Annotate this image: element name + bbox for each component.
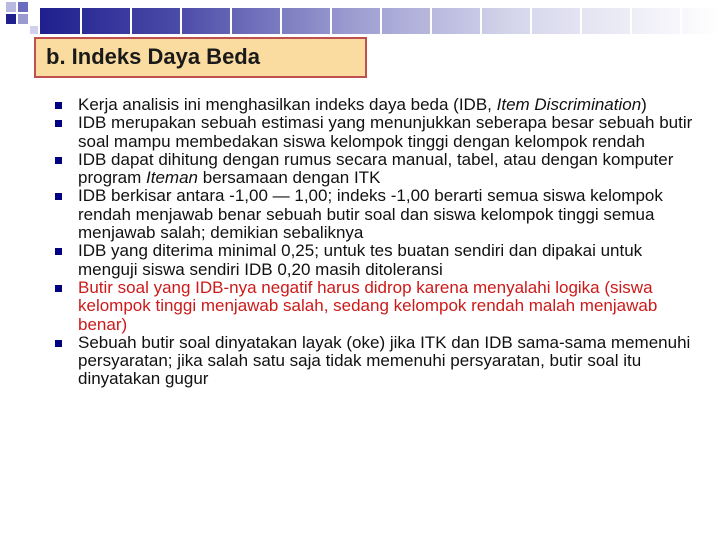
bullet-item [58,114,698,151]
bullet-list [58,96,698,389]
bullet-text: IDB merupakan sebuah estimasi yang menunjukkan seberapa besar sebuah butir soal mampu membedakan siswa kelompok tinggi dengan kelompok rendah [78,113,693,151]
bullet-text: bersamaan dengan ITK [198,168,381,188]
square-bullet-icon [55,120,62,127]
slide-title: b. Indeks Daya Beda [46,44,260,69]
square-bullet-icon [55,285,62,292]
square-bullet-icon [55,340,62,347]
bullet-text-emphasis: Iteman [146,168,199,188]
bullet-item [58,334,698,389]
bullet-text: Kerja analisis ini menghasilkan indeks daya beda (IDB, [78,95,497,114]
square-bullet-icon [55,102,62,109]
square-bullet-icon [55,157,62,164]
title-box [34,37,367,78]
bullet-text: Sebuah butir soal dinyatakan layak (oke) jika ITK dan IDB sama-sama memenuhi persyaratan; jika salah satu saja tidak memenuhi persyaratan, butir soal itu dinyatakan gugur [78,332,691,389]
bullet-item [58,242,698,279]
bullet-text: ) [641,95,647,114]
corner-decoration [0,0,40,36]
bullet-text: Butir soal yang IDB-nya negatif harus didrop karena menyalahi logika (siswa kelompok tinggi menjawab salah, sedang kelompok rendah malah menjawab benar) [78,277,658,334]
square-bullet-icon [55,193,62,200]
header-gradient-bar [40,8,720,34]
bullet-text: IDB yang diterima minimal 0,25; untuk tes buatan sendiri dan dipakai untuk menguji siswa sendiri IDB 0,20 masih ditoleransi [78,241,643,279]
bullet-item-highlighted [58,279,698,334]
bullet-text: IDB dapat dihitung dengan rumus secara manual, tabel, atau dengan komputer program [78,149,674,188]
square-bullet-icon [55,248,62,255]
bullet-item [58,96,698,114]
bullet-item [58,151,698,188]
bullet-text-emphasis: Item Discrimination [496,95,642,114]
bullet-text: IDB berkisar antara -1,00 — 1,00; indeks -1,00 berarti semua siswa kelompok rendah menjawab benar sebuah butir soal dan siswa kelompok tinggi semua menjawab salah; demikian sebaliknya [78,186,663,243]
bullet-item [58,187,698,242]
